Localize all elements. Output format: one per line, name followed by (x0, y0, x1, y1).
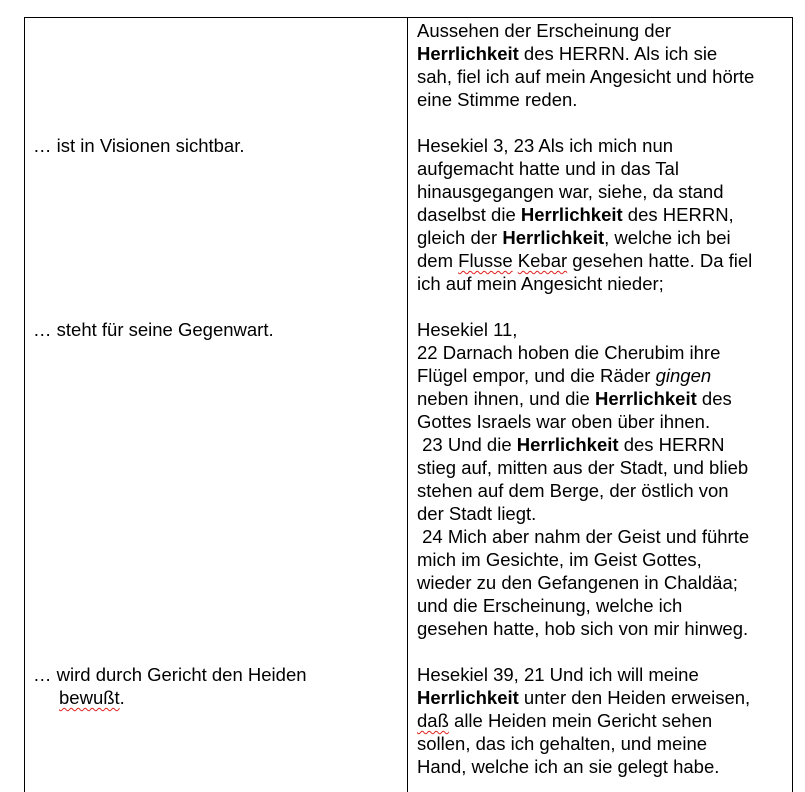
text-line: Gottes Israels war oben über ihnen. (417, 411, 711, 432)
text-line: sollen, das ich gehalten, und meine (417, 733, 708, 754)
text-line: mich im Gesichte, im Geist Gottes, (417, 549, 702, 570)
row-2-left-cell (33, 134, 393, 157)
bold-term: Herrlichkeit (594, 388, 697, 409)
row-4-left-cell (33, 663, 393, 709)
text-line: Hesekiel 39, 21 Und ich will meine (417, 664, 699, 685)
text-line: Hesekiel 11, (417, 319, 518, 340)
text-line: 24 Mich aber nahm der Geist und führte (417, 526, 750, 547)
row-3-left-cell (33, 318, 393, 341)
row-1-right-cell (417, 19, 789, 111)
text-line: Herrlichkeit unter den Heiden erweisen, (417, 687, 751, 708)
text-line: wieder zu den Gefangenen in Chaldäa; (417, 572, 738, 593)
text-line: neben ihnen, und die Herrlichkeit des (417, 388, 732, 409)
text-line: Herrlichkeit des HERRN. Als ich sie (417, 43, 718, 64)
text-line: hinausgegangen war, siehe, da stand (417, 181, 724, 202)
bold-term: Herrlichkeit (502, 227, 605, 248)
text-line: und die Erscheinung, welche ich (417, 595, 683, 616)
row-3-right-cell (417, 318, 789, 640)
text-line: … ist in Visionen sichtbar. (33, 135, 245, 156)
row-2-right-cell (417, 134, 789, 295)
text-line: Aussehen der Erscheinung der (417, 20, 672, 41)
text-line: eine Stimme reden. (417, 89, 578, 110)
text-line: 23 Und die Herrlichkeit des HERRN (417, 434, 725, 455)
text-line: gesehen hatte, hob sich von mir hinweg. (417, 618, 749, 639)
text-line: daselbst die Herrlichkeit des HERRN, (417, 204, 734, 225)
bold-term: Herrlichkeit (417, 43, 519, 64)
text-line: sah, fiel ich auf mein Angesicht und hörte (417, 66, 755, 87)
spellcheck-flag: bewußt (59, 687, 120, 708)
text-line: daß alle Heiden mein Gericht sehen (417, 710, 713, 731)
column-divider (407, 17, 408, 792)
text-line: Hand, welche ich an sie gelegt habe. (417, 756, 720, 777)
spellcheck-flag: Flusse (458, 250, 513, 271)
text-line: stehen auf dem Berge, der östlich von (417, 480, 729, 501)
row-4-right-cell (417, 663, 789, 778)
italic-term: gingen (655, 365, 712, 386)
text-line: ich auf mein Angesicht nieder; (417, 273, 664, 294)
text-line: Hesekiel 3, 23 Als ich mich nun (417, 135, 674, 156)
text-line: aufgemacht hatte und in das Tal (417, 158, 679, 179)
bold-term: Herrlichkeit (417, 687, 519, 708)
text-line: der Stadt liegt. (417, 503, 537, 524)
text-line: stieg auf, mitten aus der Stadt, und blieb (417, 457, 749, 478)
text-line: dem Flusse Kebar gesehen hatte. Da fiel (417, 250, 753, 271)
spellcheck-flag: Kebar (517, 250, 568, 271)
bold-term: Herrlichkeit (516, 434, 619, 455)
text-line: Flügel empor, und die Räder gingen (417, 365, 712, 386)
text-line: … wird durch Gericht den Heiden (33, 664, 307, 685)
text-line: … steht für seine Gegenwart. (33, 319, 274, 340)
spellcheck-flag: daß (417, 710, 449, 731)
text-line: bewußt. (59, 687, 125, 708)
text-line: gleich der Herrlichkeit, welche ich bei (417, 227, 731, 248)
text-line: 22 Darnach hoben die Cherubim ihre (417, 342, 721, 363)
bold-term: Herrlichkeit (520, 204, 623, 225)
